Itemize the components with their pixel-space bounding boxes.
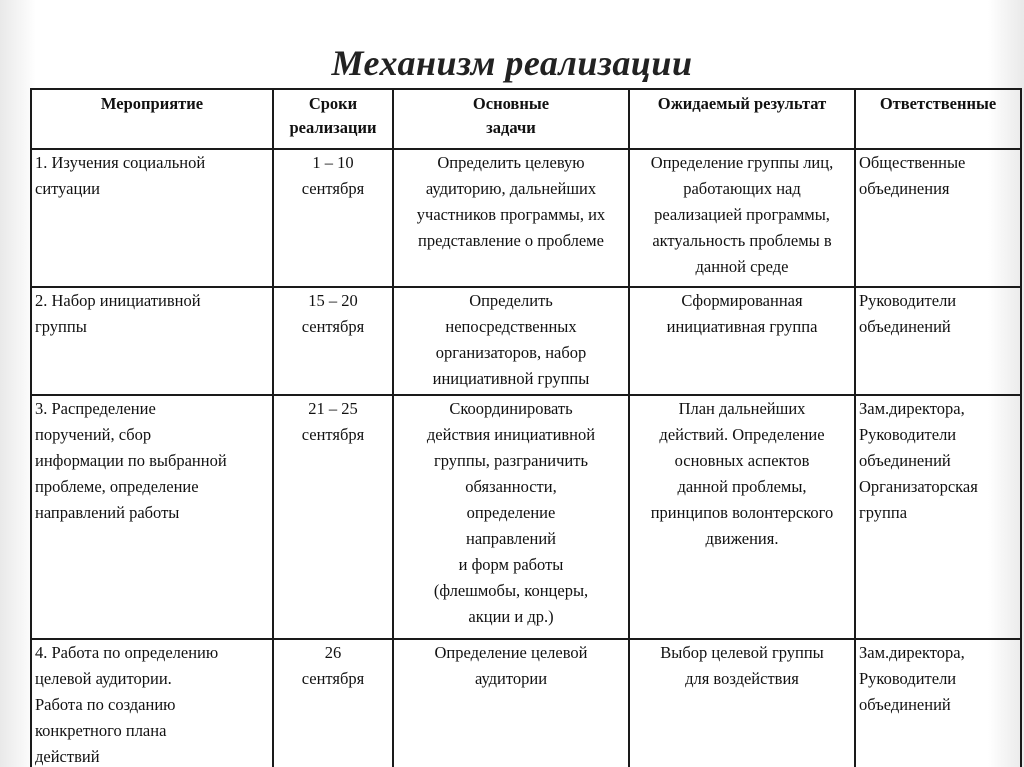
implementation-plan-table (30, 88, 1022, 767)
cell-result: Определение группы лиц, работающих над реализацией программы, актуальность проблемы в данной среде (629, 149, 855, 287)
cell-dates: 26 сентября (273, 639, 393, 767)
column-header-responsible: Ответственные (855, 89, 1021, 149)
cell-result: Выбор целевой группы для воздействия (629, 639, 855, 767)
cell-dates: 15 – 20 сентября (273, 287, 393, 395)
column-header-dates: Сроки реализации (273, 89, 393, 149)
cell-dates: 21 – 25 сентября (273, 395, 393, 639)
table-row (31, 395, 1021, 639)
cell-result: План дальнейших действий. Определение основных аспектов данной проблемы, принципов волонтерского движения. (629, 395, 855, 639)
cell-event: 4. Работа по определению целевой аудитории. Работа по созданию конкретного плана действий (31, 639, 273, 767)
table-row (31, 639, 1021, 767)
column-header-tasks: Основные задачи (393, 89, 629, 149)
cell-result: Сформированная инициативная группа (629, 287, 855, 395)
cell-responsible: Общественные объединения (855, 149, 1021, 287)
column-header-result: Ожидаемый результат (629, 89, 855, 149)
cell-event: 2. Набор инициативной группы (31, 287, 273, 395)
cell-tasks: Определить непосредственных организаторов, набор инициативной группы (393, 287, 629, 395)
slide-title: Механизм реализации (331, 43, 693, 83)
cell-event: 1. Изучения социальной ситуации (31, 149, 273, 287)
cell-responsible: Руководители объединений (855, 287, 1021, 395)
cell-event: 3. Распределение поручений, сбор информации по выбранной проблеме, определение направлений работы (31, 395, 273, 639)
cell-tasks: Определить целевую аудиторию, дальнейших участников программы, их представление о проблеме (393, 149, 629, 287)
cell-dates: 1 – 10 сентября (273, 149, 393, 287)
cell-tasks: Скоординировать действия инициативной группы, разграничить обязанности, определение направлений и форм работы (флешмобы, концеры, акции и др.) (393, 395, 629, 639)
table-row (31, 149, 1021, 287)
table-header-row (31, 89, 1021, 149)
cell-responsible: Зам.директора, Руководители объединений (855, 639, 1021, 767)
cell-responsible: Зам.директора, Руководители объединений Организаторская группа (855, 395, 1021, 639)
table-row (31, 287, 1021, 395)
cell-tasks: Определение целевой аудитории (393, 639, 629, 767)
column-header-event: Мероприятие (31, 89, 273, 149)
